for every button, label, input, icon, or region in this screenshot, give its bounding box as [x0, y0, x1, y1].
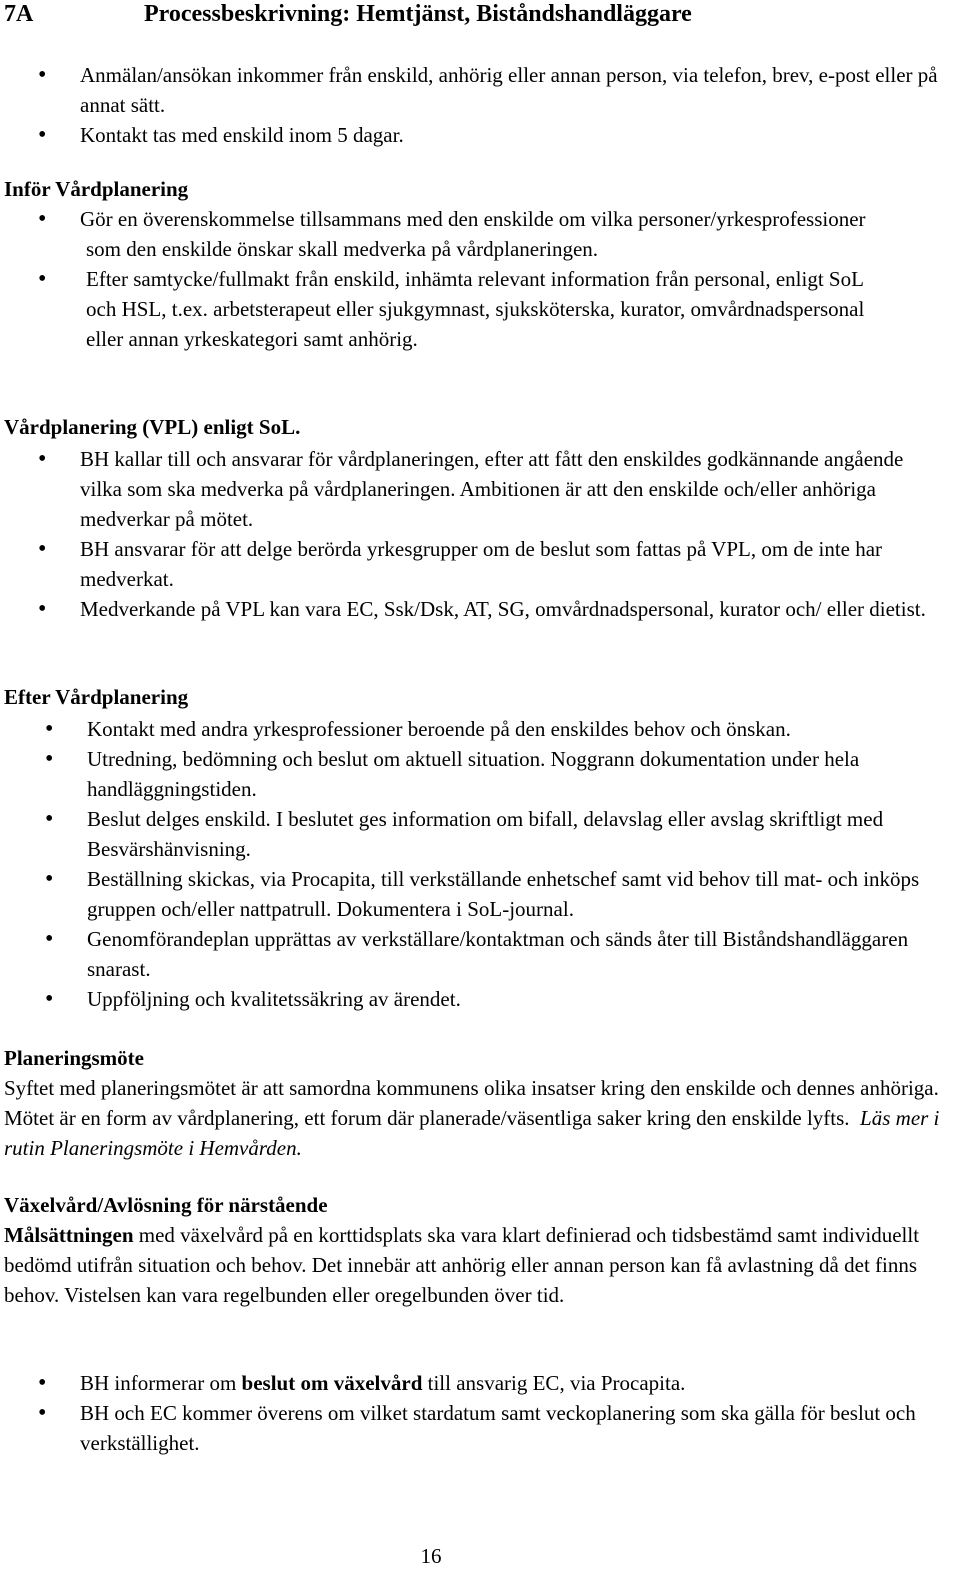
- planeringsmote-text: Syftet med planeringsmötet är att samordna kommunens olika insatser kring den enskilde och dennes anhöriga. Mötet är en form av vårdplanering, ett forum där planerade/väsentliga saker kring den enskilde lyfts.: [4, 1076, 939, 1130]
- list-item: • Kontakt med andra yrkesprofessioner beroende på den enskildes behov och önskan.: [87, 714, 943, 744]
- section-heading-planeringsmote: Planeringsmöte: [4, 1046, 144, 1070]
- bullet-emphasis: beslut om växelvård: [241, 1371, 423, 1395]
- section-number: 7A: [4, 1, 34, 27]
- section-heading-infor: Inför Vårdplanering: [4, 177, 189, 201]
- list-item: • Beslut delges enskild. I beslutet ges information om bifall, delavslag eller avslag skriftligt med Besvärshänvisning.: [87, 804, 943, 864]
- vaxelvard-text: med växelvård på en korttidsplats ska vara klart definierad och tidsbestämd samt individuellt bedömd utifrån situation och behov. Det innebär att anhörig eller annan person kan få avlastning då det finns behov. Vistelsen kan vara regelbunden eller oregelbunden över tid.: [4, 1223, 920, 1307]
- list-item: • BH kallar till och ansvarar för vårdplaneringen, efter att fått den enskildes godkännande angående vilka som ska medverka på vårdplaneringen. Ambitionen är att den enskilde och/eller anhöriga medverkar på mötet.: [80, 444, 946, 534]
- planeringsmote-reference: Läs mer i rutin Planeringsmöte i Hemvården.: [4, 1106, 940, 1160]
- list-item: [80, 1368, 946, 1398]
- section-heading-efter: Efter Vårdplanering: [4, 685, 189, 709]
- list-item: • Efter samtycke/fullmakt från enskild, inhämta relevant information från personal, enligt SoL och HSL, t.ex. arbetsterapeut eller sjukgymnast, sjuksköterska, kurator, omvårdnadspersonal eller annan yrkeskategori samt anhörig.: [80, 264, 880, 354]
- page-title: Processbeskrivning: Hemtjänst, Biståndshandläggare: [144, 1, 692, 27]
- vaxelvard-list: [80, 1368, 946, 1458]
- section-heading-vaxelvard: Växelvård/Avlösning för närstående: [4, 1193, 328, 1217]
- list-item: • Utredning, bedömning och beslut om aktuell situation. Noggrann dokumentation under hela handläggningstiden.: [87, 744, 943, 804]
- list-item: • Anmälan/ansökan inkommer från enskild, anhörig eller annan person, via telefon, brev, e-post eller på annat sätt.: [80, 60, 950, 120]
- bullet-text: BH informerar om: [80, 1371, 242, 1395]
- intro-list: [80, 60, 950, 150]
- bullet-text: till ansvarig EC, via Procapita.: [422, 1371, 686, 1395]
- list-item: • BH och EC kommer överens om vilket stardatum samt veckoplanering som ska gälla för beslut och verkställighet.: [80, 1398, 946, 1458]
- vpl-list: [80, 444, 946, 624]
- list-item: • BH ansvarar för att delge berörda yrkesgrupper om de beslut som fattas på VPL, om de inte har medverkat.: [80, 534, 946, 594]
- list-item: • Beställning skickas, via Procapita, till verkställande enhetschef samt vid behov till mat- och inköps gruppen och/eller nattpatrull. Dokumentera i SoL-journal.: [87, 864, 943, 924]
- list-item: • Kontakt tas med enskild inom 5 dagar.: [80, 120, 950, 150]
- list-item: • Medverkande på VPL kan vara EC, Ssk/Dsk, AT, SG, omvårdnadspersonal, kurator och/ eller dietist.: [80, 594, 946, 624]
- efter-list: [87, 714, 943, 1014]
- list-item: • Genomförandeplan upprättas av verkställare/kontaktman och sänds åter till Biståndshandläggaren snarast.: [87, 924, 943, 984]
- vaxelvard-paragraph: [4, 1220, 960, 1310]
- list-item: • Uppföljning och kvalitetssäkring av ärendet.: [87, 984, 943, 1014]
- vaxelvard-lead: Målsättningen: [4, 1223, 134, 1247]
- infor-list: [80, 204, 880, 354]
- list-item: • Gör en överenskommelse tillsammans med den enskilde om vilka personer/yrkesprofessioner som den enskilde önskar skall medverka på vårdplaneringen.: [80, 204, 880, 264]
- planeringsmote-paragraph: [4, 1073, 960, 1163]
- section-heading-vpl: Vårdplanering (VPL) enligt SoL.: [4, 415, 301, 439]
- page-number: 16: [420, 1544, 442, 1568]
